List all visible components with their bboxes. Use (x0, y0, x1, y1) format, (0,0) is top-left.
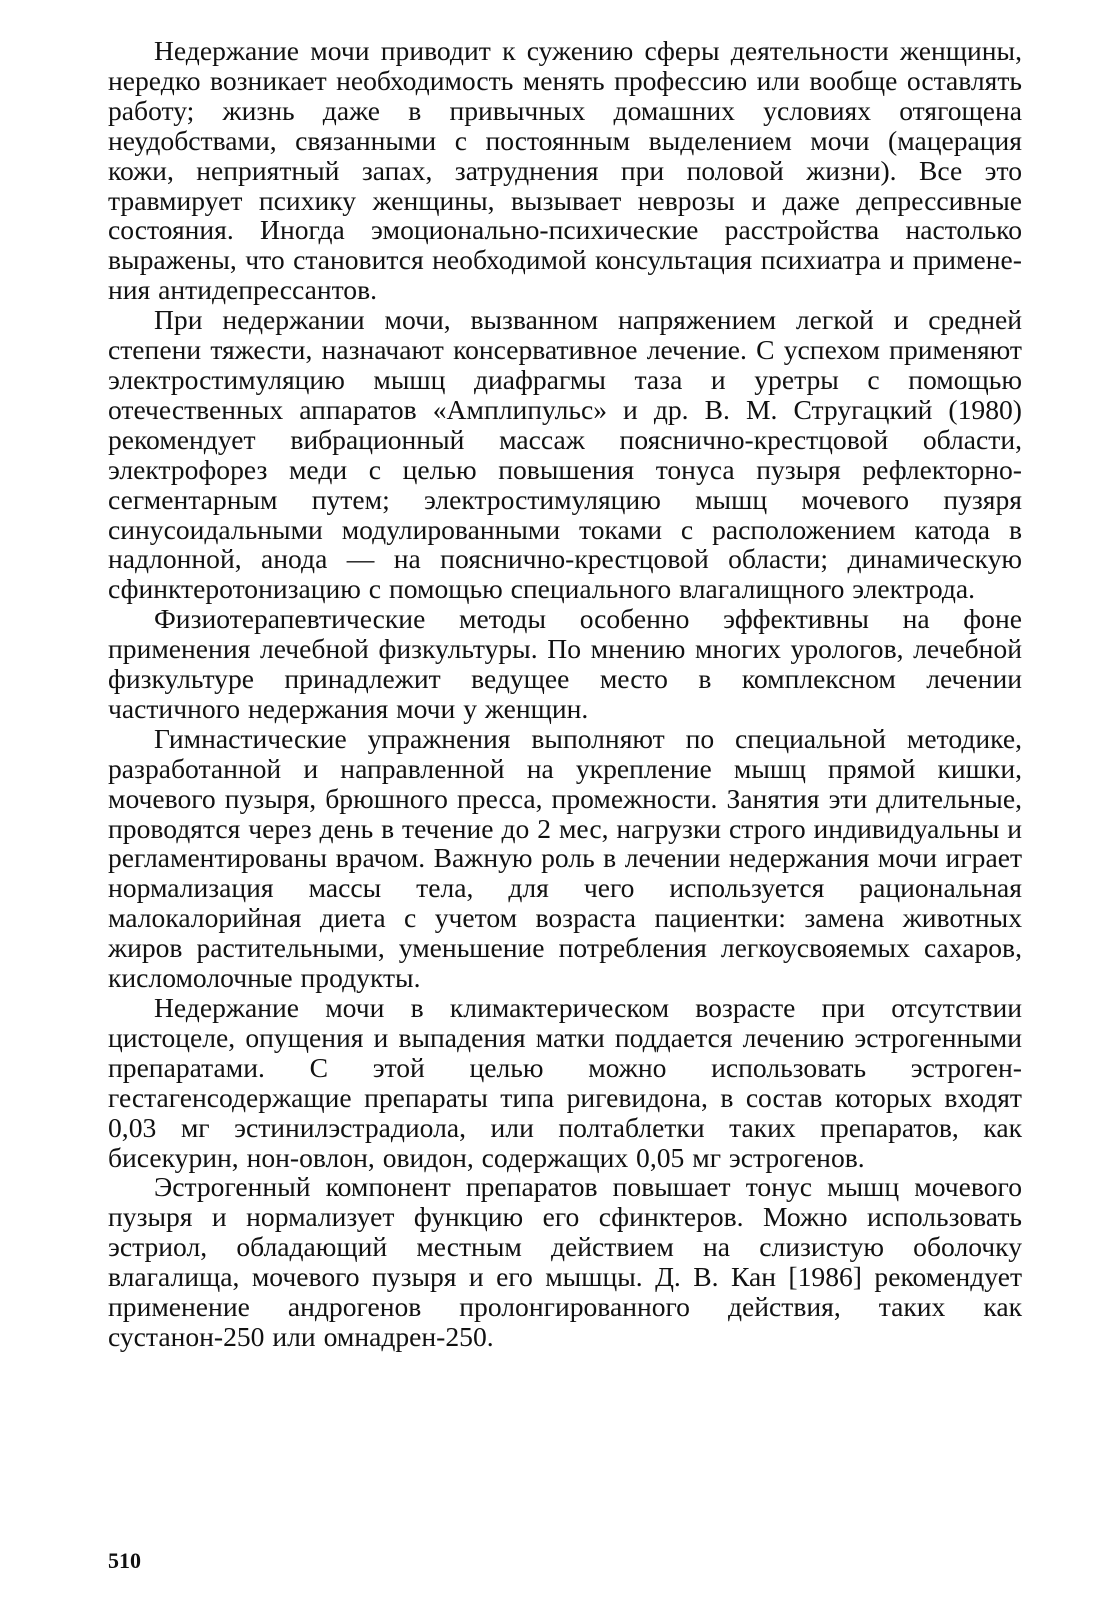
document-body (108, 36, 1022, 1352)
paragraph: При недержании мочи, вызванном напряжением легкой и средней степени тяжести, назначают консервативное лечение. С успехом применяют электростимуляцию мышц диафрагмы таза и уретры с помощью отечественных аппаратов «Амплипульс» и др. В. М. Стругацкий (1980) рекомендует вибрационный массаж пояснично-крестцовой области, электрофорез меди с целью повышения тонуса пузыря рефлекторно-сегментарным путем; электростимуляцию мышц мочевого пузяря синусоидальными модулированными токами с расположением катода в надлонной, анода — на пояснично-крестцовой области; динамическую сфинктеротонизацию с помощью специального влагалищного электрода. (108, 304, 1022, 605)
paragraph: Гимнастические упражнения выполняют по специальной методике, разработанной и направленной на укрепление мышц прямой кишки, мочевого пузыря, брюшного пресса, промежности. Занятия эти длительные, проводятся через день в течение до 2 мес, нагрузки строго индивидуальны и регламентированы врачом. Важную роль в лечении недержания мочи играет нормализация массы тела, для чего используется рациональная малокалорийная диета с учетом возраста пациентки: замена животных жиров растительными, уменьшение потребления легкоусвояемых сахаров, кисломолочные продукты. (108, 722, 1022, 994)
paragraph: Эстрогенный компонент препаратов повышает тонус мышц мочевого пузыря и нормализует функцию его сфинктеров. Можно использовать эстриол, обладающий местным действием на слизистую оболочку влагалища, мочевого пузыря и его мышцы. Д. В. Кан [1986] рекомендует применение андрогенов пролонгированного действия, таких как сустанон-250 или омнадрен-250. (108, 1171, 1022, 1352)
paragraph: Недержание мочи в климактерическом возрасте при отсутствии цистоцеле, опущения и выпадения матки поддается лечению эстрогенными препаратами. С этой целью можно использовать эстроген-гестагенсодержащие препараты типа ригевидона, в состав которых входят 0,03 мг эстинилэстрадиола, или полтаблетки таких препаратов, как бисекурин, нон-овлон, овидон, содержащих 0,05 мг эстрогенов. (108, 992, 1022, 1173)
paragraph: Недержание мочи приводит к сужению сферы деятельности женщины, нередко возникает необходимость менять профессию или вообще оставлять работу; жизнь даже в привычных домашних условиях отягощена неудобствами, связанными с постоянным выделением мочи (мацерация кожи, неприятный запах, затруднения при половой жизни). Все это травмирует психику женщины, вызывает неврозы и даже депрессивные состояния. Иногда эмоционально-психические расстройства настолько выражены, что становится необходимой консультация психиатра и применения антидепрессантов. (108, 35, 1022, 306)
page-number: 510 (108, 1548, 141, 1573)
paragraph: Физиотерапевтические методы особенно эффективны на фоне применения лечебной физкультуры. По мнению многих урологов, лечебной физкультуре принадлежит ведущее место в комплексном лечении частичного недержания мочи у женщин. (108, 603, 1022, 724)
